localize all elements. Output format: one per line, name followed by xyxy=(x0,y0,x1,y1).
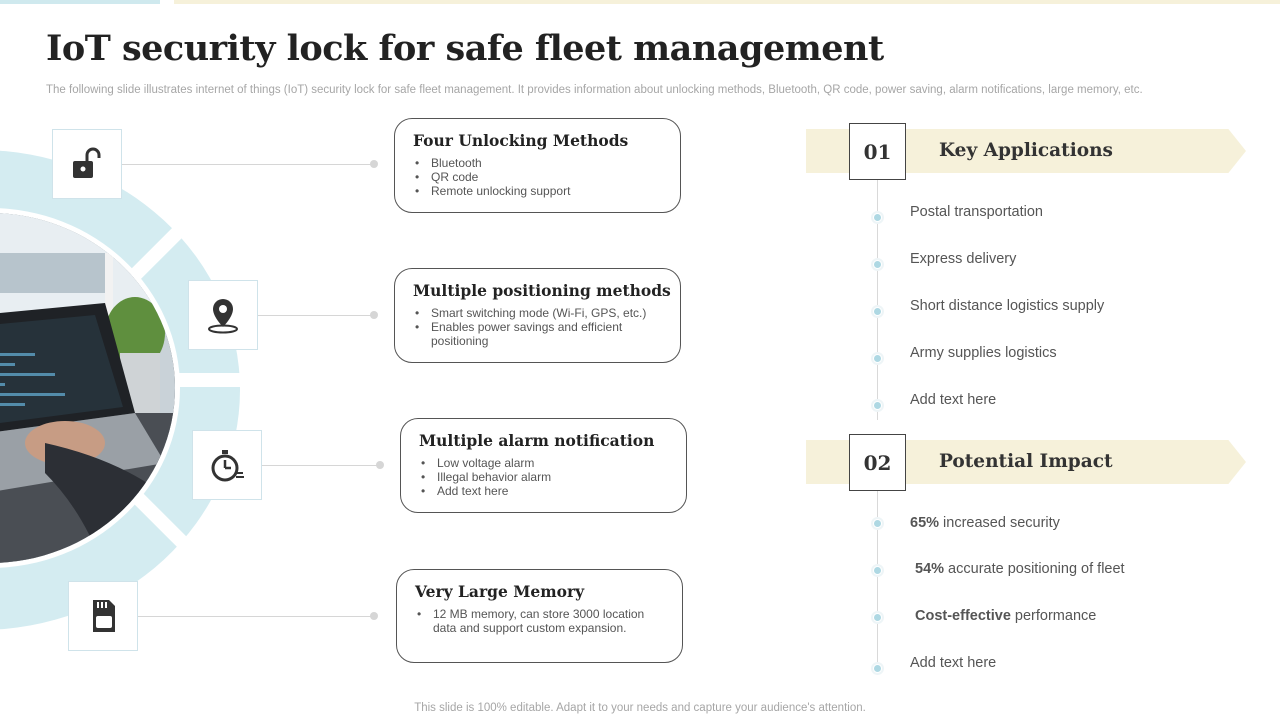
connector-dot xyxy=(370,612,378,620)
feature-bullet: • Enables power savings and efficient positioning xyxy=(413,320,662,348)
connector-line xyxy=(258,315,374,316)
application-item: Army supplies logistics xyxy=(910,345,1057,361)
feature-icon-box-memory xyxy=(68,581,138,651)
connector-dot xyxy=(376,461,384,469)
connector-line xyxy=(138,616,374,617)
impact-item: 54% accurate positioning of fleet xyxy=(915,561,1125,577)
location-pin-icon xyxy=(203,295,243,335)
feature-card-alarm xyxy=(400,418,687,513)
connector-line xyxy=(262,465,380,466)
feature-bullet: • Smart switching mode (Wi-Fi, GPS, etc.) xyxy=(413,306,662,320)
timeline-dot xyxy=(871,611,884,624)
timeline-dot xyxy=(871,258,884,271)
connector-dot xyxy=(370,160,378,168)
feature-bullets xyxy=(413,156,662,198)
footer-note: This slide is 100% editable. Adapt it to your needs and capture your audience's attention. xyxy=(414,702,866,714)
timeline-line xyxy=(877,170,878,420)
feature-title: Very Large Memory xyxy=(415,582,585,601)
stopwatch-icon xyxy=(207,445,247,485)
feature-bullets xyxy=(413,306,662,348)
application-item: Add text here xyxy=(910,392,997,408)
top-accent-bar-blue xyxy=(0,0,160,4)
section-title: Potential Impact xyxy=(939,451,1113,472)
feature-bullet: • 12 MB memory, can store 3000 location data and support custom expansion. xyxy=(415,607,664,635)
feature-title: Four Unlocking Methods xyxy=(413,131,629,150)
feature-bullet: • Low voltage alarm xyxy=(419,456,668,470)
timeline-line xyxy=(877,480,878,675)
page-subtitle: The following slide illustrates internet of things (IoT) security lock for safe fleet management. It provides information about unlocking methods, Bluetooth, QR code, power saving, alarm notifications, large memory, etc. xyxy=(46,84,1143,96)
section-number-box: 01 xyxy=(849,123,906,180)
unlock-icon xyxy=(67,144,107,184)
feature-bullet: • Add text here xyxy=(419,484,668,498)
page-title: IoT security lock for safe fleet management xyxy=(46,28,884,69)
application-item: Postal transportation xyxy=(910,204,1043,220)
impact-item: Cost-effective performance xyxy=(915,608,1097,624)
timeline-dot xyxy=(871,352,884,365)
memory-card-icon xyxy=(83,596,123,636)
feature-icon-box-unlock xyxy=(52,129,122,199)
application-item: Short distance logistics supply xyxy=(910,298,1105,314)
feature-card-positioning xyxy=(394,268,681,363)
timeline-dot xyxy=(871,305,884,318)
connector-dot xyxy=(370,311,378,319)
feature-card-memory xyxy=(396,569,683,663)
feature-bullet: • Remote unlocking support xyxy=(413,184,662,198)
top-accent-bar-beige xyxy=(174,0,1280,4)
feature-bullet: • Bluetooth xyxy=(413,156,662,170)
feature-title: Multiple positioning methods xyxy=(413,281,671,300)
feature-bullets xyxy=(419,456,668,498)
impact-item: Add text here xyxy=(910,655,997,671)
timeline-dot xyxy=(871,211,884,224)
timeline-dot xyxy=(871,662,884,675)
feature-bullet: • Illegal behavior alarm xyxy=(419,470,668,484)
feature-card-unlocking xyxy=(394,118,681,213)
feature-icon-box-location xyxy=(188,280,258,350)
feature-bullet: • QR code xyxy=(413,170,662,184)
timeline-dot xyxy=(871,564,884,577)
timeline-dot xyxy=(871,517,884,530)
connector-line xyxy=(122,164,374,165)
feature-bullets xyxy=(415,607,664,635)
feature-icon-box-stopwatch xyxy=(192,430,262,500)
feature-title: Multiple alarm notification xyxy=(419,431,655,450)
section-number-box: 02 xyxy=(849,434,906,491)
impact-item: 65% increased security xyxy=(910,515,1060,531)
application-item: Express delivery xyxy=(910,251,1017,267)
timeline-dot xyxy=(871,399,884,412)
section-title: Key Applications xyxy=(939,140,1113,161)
